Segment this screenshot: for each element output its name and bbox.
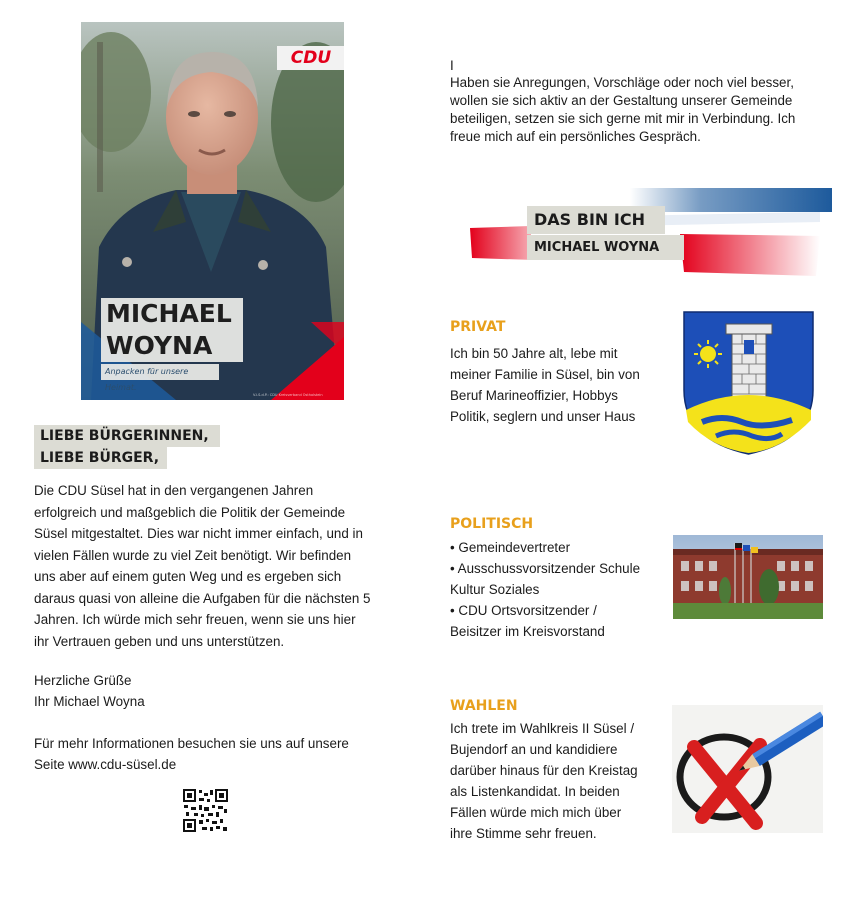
intro-line: Süsel mitgestaltet. Dies war nicht immer einfach, und in	[34, 526, 363, 541]
wahlen-line: Ich trete im Wahlkreis II Süsel /	[450, 721, 635, 736]
poster-first-name: MICHAEL	[101, 298, 243, 330]
ballot-cross-icon	[672, 705, 823, 833]
greeting-line-2: LIEBE BÜRGER,	[34, 447, 167, 469]
website-text: Seite www.cdu-süsel.de	[34, 757, 177, 772]
intro-line: Die CDU Süsel hat in den vergangenen Jahren	[34, 483, 314, 498]
politisch-line: • CDU Ortsvorsitzender /	[450, 603, 597, 618]
intro-line: vielen Fällen wurde zu viel Zeit benötigt. Wir befinden	[34, 547, 352, 563]
contact-line: Haben sie Anregungen, Vorschläge oder noch viel besser,	[450, 75, 794, 90]
privat-line: meiner Familie in Süsel, bin von	[450, 367, 640, 382]
contact-line: freue mich auf ein persönliches Gespräch.	[450, 129, 701, 144]
wahlen-line: Bujendorf an und kandidiere	[450, 742, 618, 757]
politisch-list	[450, 537, 665, 642]
coat-of-arms-icon	[682, 310, 815, 456]
greeting-line-1: LIEBE BÜRGERINNEN,	[34, 425, 220, 447]
contact-line: wollen sie sich aktiv an der Gestaltung unserer Gemeinde	[450, 93, 793, 108]
intro-line: ihr Vertrauen geben und uns unterstützen.	[34, 633, 285, 649]
intro-paragraph	[34, 480, 406, 652]
intro-line: Jahren. Ich würde mich sehr freuen, wenn sie uns hier	[34, 612, 356, 627]
section-title-wahlen: WAHLEN	[450, 698, 518, 714]
wahlen-text	[450, 718, 665, 844]
privat-line: Ich bin 50 Jahre alt, lebe mit	[450, 346, 618, 361]
intro-line: uns aber auf einem guten Weg und es ergeben sich	[34, 569, 342, 584]
poster-slogan: Anpacken für unsere Heimat.	[101, 364, 219, 380]
qr-code-icon[interactable]	[182, 788, 229, 833]
closing-greeting: Herzliche Grüße	[34, 673, 132, 688]
section-title-politisch: POLITISCH	[450, 516, 534, 532]
cdu-logo: CDU	[277, 46, 344, 70]
poster-last-name: WOYNA	[101, 330, 243, 362]
politisch-line: • Ausschussvorsitzender Schule	[450, 561, 641, 576]
wahlen-line: ihre Stimme sehr freuen.	[450, 826, 597, 841]
campaign-poster	[81, 22, 344, 400]
wahlen-line: als Listenkandidat. In beiden	[450, 784, 620, 799]
text-marker: I	[450, 58, 454, 73]
privat-line: Beruf Marineoffizier, Hobbys	[450, 388, 618, 403]
intro-line: erfolgreich und maßgeblich die Politik der Gemeinde	[34, 504, 346, 520]
info-text: Für mehr Informationen besuchen sie uns auf unsere	[34, 736, 349, 751]
privat-text	[450, 343, 665, 427]
banner-title: DAS BIN ICH	[527, 206, 665, 234]
signature-name: Ihr Michael Woyna	[34, 694, 145, 709]
town-hall-photo	[673, 535, 823, 619]
intro-line: daraus quasi von alleine die Aufgaben für die nächsten 5	[34, 590, 371, 606]
contact-line: beteiligen, setzen sie sich gerne mit mir in Verbindung. Ich	[450, 111, 796, 126]
banner-name: MICHAEL WOYNA	[527, 235, 684, 260]
section-title-privat: PRIVAT	[450, 319, 506, 335]
politisch-line: • Gemeindevertreter	[450, 540, 571, 555]
wahlen-line: Fällen würde mich mich über	[450, 805, 622, 820]
poster-fine-print: V.i.S.d.P.: CDU Kreisverband Ostholstein	[253, 393, 323, 397]
politisch-line: Kultur Soziales	[450, 582, 540, 597]
politisch-line: Beisitzer im Kreisvorstand	[450, 624, 605, 639]
privat-line: Politik, seglern und unser Haus	[450, 409, 636, 424]
wahlen-line: darüber hinaus für den Kreistag	[450, 763, 638, 778]
